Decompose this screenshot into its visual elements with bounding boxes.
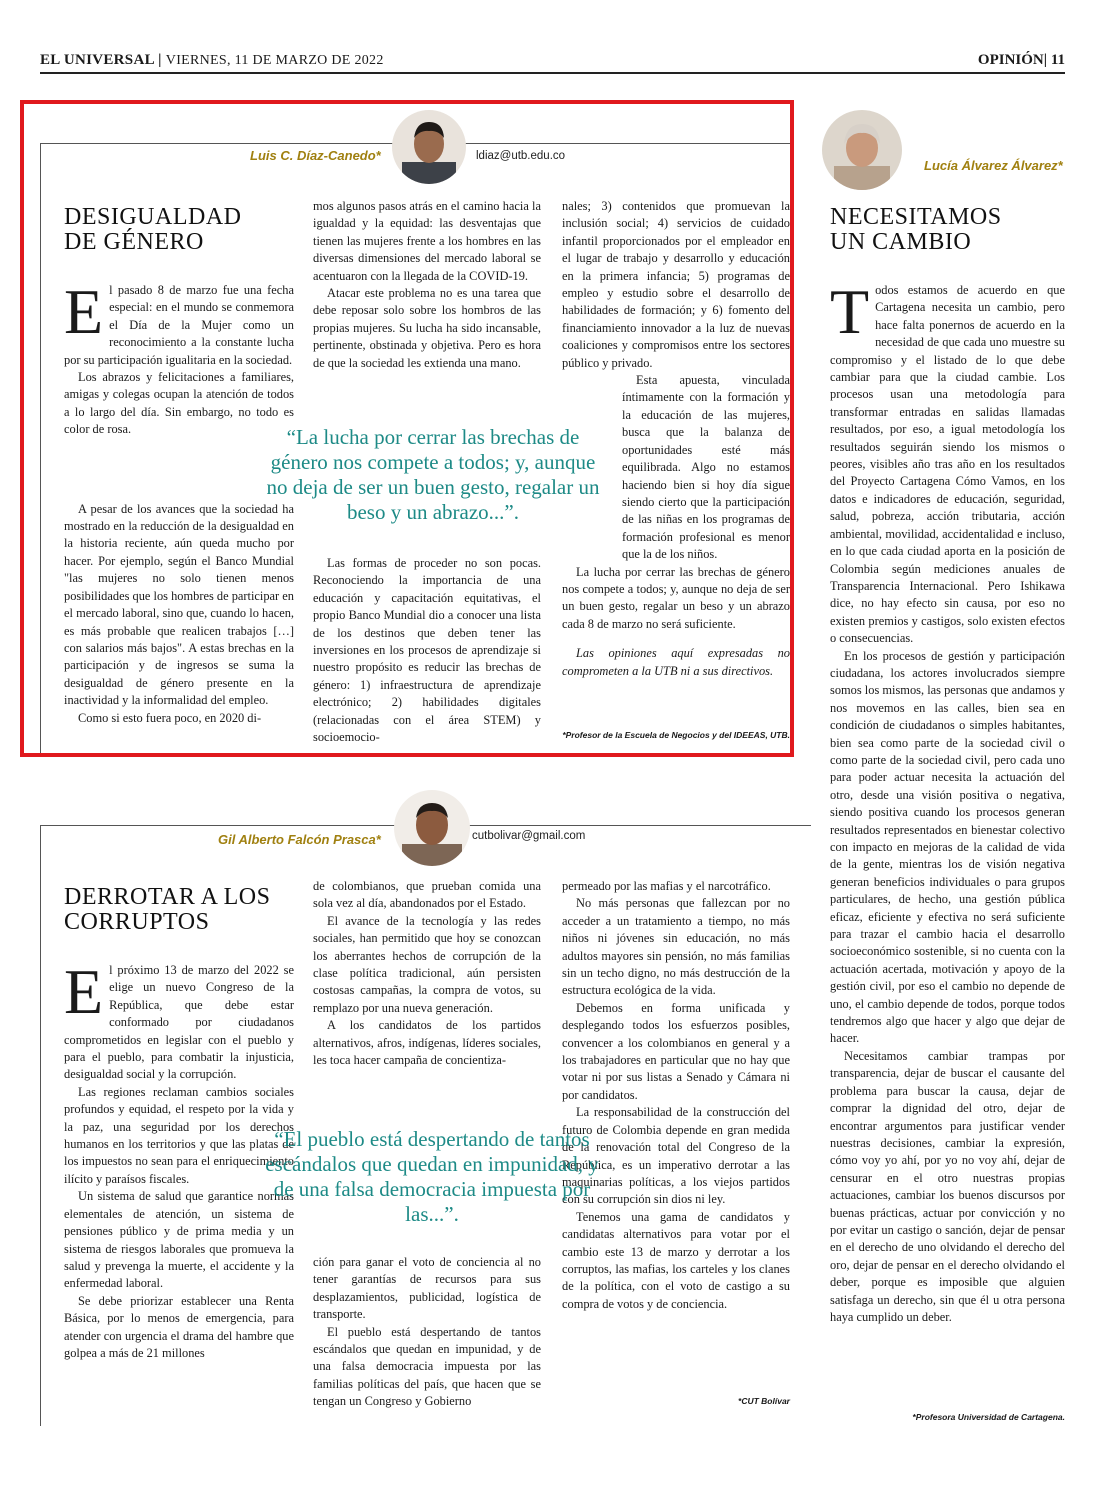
paragraph: Atacar este problema no es una tarea que debe reposar solo sobre los hombros de las propias mujeres. Su lucha ha sido incansable, pertinente, obstinada y objetiva. Pero es hora de que la sociedad les extienda una mano. — [313, 286, 541, 370]
paragraph: La responsabilidad de la construcción del futuro de Colombia depende en gran medida de la renovación total del Congreso de la República, es un imperativo derrotar a las maquinarias políticas, a los viejos partidos con su corrupción sin dios ni ley. — [562, 1105, 790, 1207]
paragraph: permeado por las mafias y el narcotráfico. — [562, 879, 771, 893]
highlight-box — [20, 100, 794, 757]
author-photo — [822, 110, 902, 190]
title-line-1: DERROTAR A LOS — [64, 884, 271, 910]
paragraph: nales; 3) contenidos que promuevan la inclusión social; 4) servicios de cuidado infantil proporcionados por el empleador en el lugar de trabajo y desarrollo y educación en la primera infancia; 5) programas de empleo y estudio sobre el desarrollo de habilidades de formación; y 6) fomento del financiamiento innovador a la luz de nuevas coaliciones y compromisos entre los sectores público y privado. — [562, 199, 790, 370]
paragraph: El próximo 13 de marzo del 2022 se elige un nuevo Congreso de la República, que debe estar conformado por ciudadanos comprometidos en legislar con el pueblo y para el pueblo, para combatir la injusticia, desigualdad social y la corrupción. — [64, 956, 294, 1082]
title-line-2: CORRUPTOS — [64, 909, 210, 935]
paragraph: Las formas de proceder no son pocas. Reconociendo la importancia de una educación y capacitación equitativas, el propio Banco Mundial dio a conocer una lista de los destinos que deben tener las inversiones en los procesos de aprendizaje si nuestro propósito es reducir las brechas de género: 1) infraestructura de aprendizaje electrónico; 2) habilidades digitales (relacionadas con el área STEM) y socioemocio- — [313, 556, 541, 745]
drop-cap: T — [830, 276, 870, 347]
drop-cap: E — [64, 276, 104, 347]
column-2-bottom — [313, 1254, 541, 1411]
paragraph: Como si esto fuera poco, en 2020 di- — [78, 710, 262, 725]
author-credit: *CUT Bolívar — [738, 1396, 790, 1406]
column-3 — [562, 878, 790, 1313]
issue-date: VIERNES, 11 DE MARZO DE 2022 — [165, 53, 384, 68]
page-header — [40, 52, 1065, 74]
page-number: 11 — [1050, 52, 1065, 68]
author-email[interactable]: cutbolivar@gmail.com — [472, 830, 586, 842]
paragraph: El avance de la tecnología y las redes sociales, han permitido que hoy se conozcan los aberrantes hechos de corrupción de la clase política tradicional, aún persisten costosas campañas, la compra de votos, su remplazo por una nueva generación. — [313, 913, 541, 1015]
author-email[interactable]: ldiaz@utb.edu.co — [476, 150, 566, 162]
article-title — [64, 885, 270, 935]
paragraph: A pesar de los avances que la sociedad ha mostrado en la reducción de la desigualdad en la historia reciente, aún queda mucho por hacer. Por ejemplo, según el Banco Mundial "las mujeres no solo tienen menos posibilidades que los hombres de participar en el mercado laboral, sino que, cuando lo hacen, es más probable que realicen trabajos […] con salarios más bajos". A estas brechas en la participación y de ingresos se suma la desigualdad de género presente en la inactividad y la informalidad del empleo. — [64, 501, 294, 708]
paragraph: Los abrazos y felicitaciones a familiares, amigas y colegas ocupan la atención de todos a lo largo del día. Sin embargo, no todo es color de rosa. — [64, 370, 294, 437]
paragraph: El pasado 8 de marzo fue una fecha especial: en el mundo se conmemora el Día de la Mujer como un reconocimiento a la constante lucha por su participación igualitaria en la sociedad. — [64, 276, 294, 367]
section-label: OPINIÓN| 11 — [977, 52, 1065, 68]
paragraph: La lucha por cerrar las brechas de género nos compete a todos; y, aunque no deja de ser un buen gesto, regalar un beso y un abrazo cada 8 de marzo no será suficiente. — [562, 564, 790, 631]
title-line-2: UN CAMBIO — [830, 229, 972, 255]
paragraph: A los candidatos de los partidos alternativos, afros, indígenas, líderes sociales, les toca hacer campaña de concientiza- — [313, 1018, 541, 1068]
title-line-1: NECESITAMOS — [830, 204, 1002, 230]
paragraph: de colombianos, que prueban comida una sola vez al día, abandonados por el Estado. — [313, 879, 541, 911]
paragraph: Un sistema de salud que garantice normas elementales de atención, un sistema de pensiones público y de prima media y un sistema de riesgos laborales que promueva la salud y prevenga la muerte, el accidente y la enfermedad laboral. — [64, 1189, 294, 1291]
paragraph: Necesitamos cambiar trampas por transparencia, dejar de buscar el causante del problema para buscar la causa, dejar de comprar la dignidad del otro, dejar de encontrar argumentos para justificar vender nuestras decisiones, cambiar la expresión, cómo voy yo ahí, por yo no voy ahí, dejar de censurar en el otro nuestras propias actuaciones, cambiar los buenos discursos por buenas prácticas, actuar por convicción y no por evitar un castigo o sanción, dejar de pensar en el derecho de uno olvidando el derecho del oro, dejar de pensar en el derecho olvidando el deber, porque es imposible que alguien satisfaga un derecho, sin que él u otra persona haya cumplido un deber. — [830, 1048, 1065, 1324]
author-credit: *Profesora Universidad de Cartagena. — [912, 1412, 1065, 1422]
author-name: Lucía Álvarez Álvarez* — [924, 158, 1063, 173]
paragraph: Debemos en forma unificada y desplegando todos los esfuerzos posibles, convencer a los colombianos en general y a los trabajadores en particular que no hay que votar ni por sus listas a Senado y Cámara ni por candidatos. — [562, 1000, 790, 1102]
column-1 — [64, 956, 294, 1362]
paragraph: Todos estamos de acuerdo en que Cartagena necesita un cambio, pero hace falta ponernos de acuerdo en la necesidad de que cada uno muestre su compromiso y el listado de lo que debe cambiar para que la ciudad cambie. Los procesos usan una metodología para transformar entradas en salidas llamadas resultados, por eso, a igual metodología los resultados seguirán siendo los mismos o peores, visibles año tras año en los resultados del Proyecto Cartagena Cómo Vamos, en los datos e indicadores de educación, seguridad, salud, pobreza, acción tributaria, acción ambiental, movilidad, accidentalidad e incluso, en lo que cada ciudad aporta en la posición de Colombia según mediciones anuales de Transparencia Internacional. Pero Ishikawa dice, no hay efecto sin causa, por eso no existen premios y castigos, solo existen efectos o consecuencias. — [830, 276, 1065, 646]
author-credit: *Profesor de la Escuela de Negocios y del IDEEAS, UTB. — [562, 730, 790, 740]
article-title — [830, 205, 1002, 255]
author-name: Gil Alberto Falcón Prasca* — [218, 832, 381, 847]
paragraph: En los procesos de gestión y participación ciudadana, los actores involucrados siempre somos los mismos, las personas que andamos y nos movemos en las calles, bien sea en condición de ciudadanos o simples habitantes, bien sea como parte de la sociedad civil o como parte de la sociedad civil, pero cada uno para poder actuar necesita la actuación del otro, desde una visión positiva o negativa, siendo positiva cuando los procesos generan resultados representados en bienestar colectivo con impacto en mejoras de la calidad de vida de la gente, mientras los de visión negativa generan beneficios individuales o para grupos particulares, de hecho, una gestión pública eficaz, eficiente y efectiva no será suficiente para trazar el cambio hacia el desarrollo socioeconómico sostenible, si no cuenta con la actuación acertada, motivación y apoyo de la gestión civil, por eso el cambio no depende de uno, el cambio depende de todos, porque todos tendremos algo que hacer y algo que dejar de hacer. — [830, 648, 1065, 1046]
column-2-top — [313, 878, 541, 1069]
author-photo — [394, 790, 470, 866]
title-line-1: DESIGUALDAD — [64, 204, 242, 230]
paragraph: ción para ganar el voto de conciencia al no tener garantías de recursos para sus desplazamientos, publicidad, logística de transporte. — [313, 1255, 541, 1322]
pull-quote: “La lucha por cerrar las brechas de género nos compete a todos; y, aunque no deja de ser un buen gesto, regalar un beso y un abrazo...”. — [266, 425, 600, 524]
paper-name: EL UNIVERSAL — [40, 52, 155, 68]
paragraph: El pueblo está despertando de tantos escándalos que quedan en impunidad, y de una falsa democracia impuesta por las familias políticas del país, que hacen que se tengan un Congreso y Gobierno — [313, 1324, 541, 1409]
paragraph: No más personas que fallezcan por no acceder a un tratamiento a tiempo, no más niños ni jóvenes sin educación, no más adultos mayores sin pensión, no más familias sin un techo digno, no más destrucción de la estructura ecológica de la vida. — [562, 896, 790, 998]
paragraph: mos algunos pasos atrás en el camino hacia la igualdad y la equidad: las desventajas que tienen las mujeres frente a los hombres en las diversas dimensiones del mercado laboral se acentuaron con la llegada de la COVID-19. — [313, 199, 541, 283]
title-line-2: DE GÉNERO — [64, 229, 204, 255]
paragraph: Se debe priorizar establecer una Renta Básica, por lo menos de emergencia, para atender con urgencia el drama del hambre que golpea a más de 21 millones — [64, 1293, 294, 1360]
paragraph: Las regiones reclaman cambios sociales profundos y equidad, el respeto por la vida y la paz, una seguridad por los derechos humanos en los territorios y que las platas de los impuestos no sean para el enriquecimiento ilícito y paraísos fiscales. — [64, 1084, 294, 1186]
paragraph: Tenemos una gama de candidatos y candidatas alternativos para votar por el cambio este 13 de marzo y derrotar a los corruptos, las mafias, los carteles y los clanes de la política, con el voto de castigo a su compra de votos y de conciencia. — [562, 1209, 790, 1311]
section-name: OPINIÓN — [977, 52, 1044, 68]
disclaimer: Las opiniones aquí expresadas no comprometen a la UTB ni a sus directivos. — [562, 646, 790, 678]
column-1 — [830, 276, 1065, 1326]
drop-cap: E — [64, 956, 104, 1027]
masthead: EL UNIVERSAL | VIERNES, 11 DE MARZO DE 2022 — [40, 52, 384, 68]
author-name: Luis C. Díaz-Canedo* — [250, 148, 381, 163]
paragraph: Esta apuesta, vinculada íntimamente con la formación y la educación de las mujeres, busca que la balanza de oportunidades esté más equilibrada. Algo no estamos haciendo bien si hoy día sigue siendo cierto que la participación de las niñas en los programas de formación profesional es menor que la de los niños. — [622, 373, 790, 562]
pull-quote: “El pueblo está despertando de tantos escándalos que quedan en impunidad, y de una falsa democracia impuesta por las...”. — [265, 1127, 599, 1226]
